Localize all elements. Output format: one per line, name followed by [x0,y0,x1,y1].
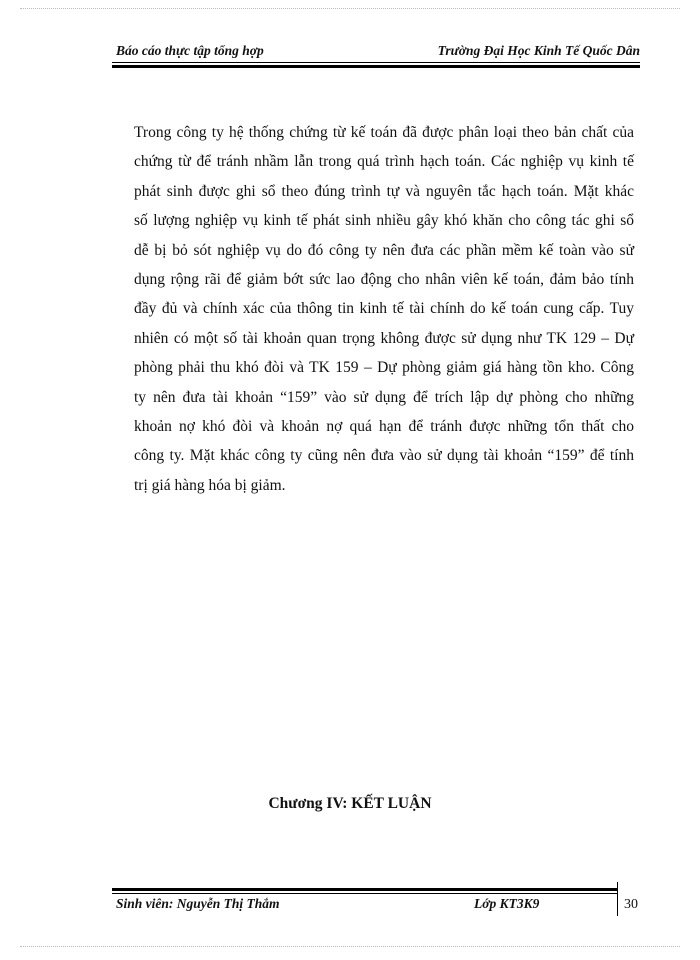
page-footer [112,888,640,918]
paragraph-line: phát sinh được ghi sổ theo đúng trình tự và nguyên tắc hạch toán. Mặt khác [134,182,634,200]
footer-vertical-divider [617,882,618,916]
header-report-title: Báo cáo thực tập tổng hợp [116,43,264,58]
footer-divider-thick [112,888,617,891]
header-divider-thin [112,62,640,63]
paragraph-line: phòng phải thu khó đòi và TK 159 – Dự phòng giảm giá hàng tồn kho. Công [134,359,634,377]
paragraph-line: công ty. Mặt khác công ty cũng nên đưa vào sử dụng tài khoản “159” để tính [134,447,634,465]
paragraph-line: trị giá hàng hóa bị giảm. [134,476,286,494]
paragraph-line: dễ bị bỏ sót nghiệp vụ do đó công ty nên đưa các phần mềm kế toàn vào sử [134,241,634,259]
footer-class-code: Lớp KT3K9 [474,896,540,911]
paragraph-line: số lượng nghiệp vụ kinh tế phát sinh nhiều gây khó khăn cho công tác ghi sổ [134,212,634,230]
page-header [112,40,640,62]
paragraph-line: đầy đủ và chính xác của thông tin kinh tế tài chính do kế toán cung cấp. Tuy [134,300,634,318]
footer-divider-thin [112,893,617,894]
paragraph-line: ty nên đưa tài khoản “159” vào sử dụng để trích lập dự phòng cho những [134,388,634,406]
page-number: 30 [624,897,638,912]
page-top-border [20,8,680,9]
paragraph-line: nhiên có một số tài khoản quan trọng không được sử dụng như TK 129 – Dự [134,329,634,347]
paragraph-line: Trong công ty hệ thống chứng từ kế toán đã được phân loại theo bản chất của [134,124,634,141]
page-bottom-border [20,946,680,947]
header-divider-thick [112,65,640,68]
body-paragraph [134,118,634,500]
paragraph-line: dụng rộng rãi để giảm bớt sức lao động cho nhân viên kế toán, đảm bảo tính [134,270,634,288]
chapter-heading: Chương IV: KẾT LUẬN [268,795,432,812]
header-university-name: Trường Đại Học Kinh Tế Quốc Dân [437,43,640,58]
paragraph-line: chứng từ để tránh nhầm lẫn trong quá trình hạch toán. Các nghiệp vụ kinh tế [134,153,634,171]
paragraph-line: khoản nợ khó đòi và khoản nợ quá hạn để tránh được những tổn thất cho [134,417,634,435]
footer-student-name: Sinh viên: Nguyễn Thị Thắm [116,896,280,911]
